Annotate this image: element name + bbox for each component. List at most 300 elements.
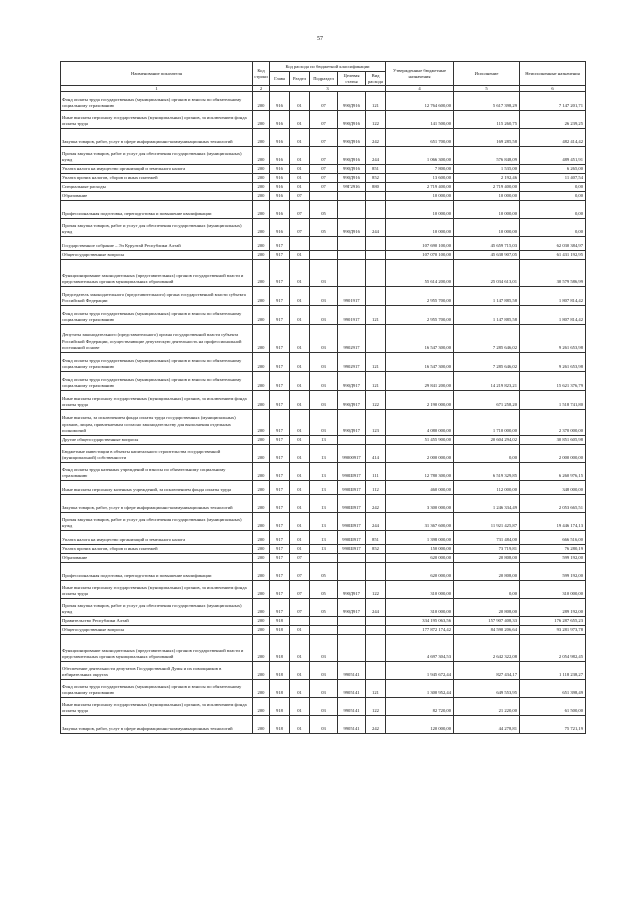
row-vid: 851 xyxy=(366,165,386,174)
row-name: Фонд оплаты труда государственных (муниципальных) органов и взносы по обязательному социальному страхованию xyxy=(61,306,253,325)
table-row xyxy=(61,463,586,481)
page-number: 57 xyxy=(317,36,323,42)
row-target xyxy=(338,635,366,662)
header-name: Наименование показателя xyxy=(61,62,253,86)
row-name: Образование xyxy=(61,554,253,563)
row-name: Председатель законодательного (представительного) органа государственной власти субъекта Российской Федерации xyxy=(61,287,253,306)
row-code: 200 xyxy=(253,716,270,734)
row-target xyxy=(338,201,366,219)
row-podrazdel: 03 xyxy=(310,260,338,287)
row-approved: 12 764 600,00 xyxy=(386,92,454,111)
row-podrazdel: 03 xyxy=(310,306,338,325)
row-podrazdel: 07 xyxy=(310,92,338,111)
row-podrazdel: 03 xyxy=(310,698,338,716)
row-code: 200 xyxy=(253,513,270,531)
row-executed: 45 638 907,05 xyxy=(454,251,520,260)
row-podrazdel: 13 xyxy=(310,513,338,531)
table-row xyxy=(61,165,586,174)
row-unexecuted: 2 054 982,45 xyxy=(520,635,586,662)
row-target: 9905141 xyxy=(338,698,366,716)
row-target xyxy=(338,626,366,635)
table-row xyxy=(61,111,586,129)
row-glava: 917 xyxy=(270,581,290,599)
row-executed: 14 219 823,21 xyxy=(454,372,520,391)
table-row xyxy=(61,680,586,698)
row-vid: 244 xyxy=(366,513,386,531)
row-target: 990Ш917 xyxy=(338,481,366,495)
row-executed: 0,00 xyxy=(454,445,520,463)
row-code: 200 xyxy=(253,353,270,372)
table-row xyxy=(61,581,586,599)
row-vid xyxy=(366,436,386,445)
header-budget-class: Код расхода по бюджетной классификации xyxy=(270,62,386,72)
row-podrazdel xyxy=(310,192,338,201)
row-razdel: 01 xyxy=(290,391,310,410)
row-razdel: 07 xyxy=(290,599,310,617)
row-razdel: 07 xyxy=(290,192,310,201)
row-podrazdel: 05 xyxy=(310,563,338,581)
row-glava: 918 xyxy=(270,680,290,698)
row-glava: 918 xyxy=(270,617,290,626)
row-unexecuted: 15 621 376,79 xyxy=(520,372,586,391)
row-name: Государственное собрание – Эл Курултай Республики Алтай xyxy=(61,237,253,251)
row-unexecuted: 2 370 000,00 xyxy=(520,410,586,436)
row-name: Фонд оплаты труда государственных (муниципальных) органов и взносы по обязательному социальному страхованию xyxy=(61,372,253,391)
table-row xyxy=(61,251,586,260)
row-glava: 917 xyxy=(270,325,290,353)
row-glava: 918 xyxy=(270,716,290,734)
row-target xyxy=(338,260,366,287)
row-name: Правительство Республики Алтай xyxy=(61,617,253,626)
row-executed: 115 260,75 xyxy=(454,111,520,129)
row-podrazdel xyxy=(310,617,338,626)
row-vid: 414 xyxy=(366,445,386,463)
row-target: 990Д916 xyxy=(338,92,366,111)
row-approved: 620 000,00 xyxy=(386,563,454,581)
row-glava: 917 xyxy=(270,445,290,463)
row-executed: 20 604 294,02 xyxy=(454,436,520,445)
row-razdel: 01 xyxy=(290,325,310,353)
table-row xyxy=(61,436,586,445)
row-code: 200 xyxy=(253,165,270,174)
row-vid: 122 xyxy=(366,581,386,599)
row-unexecuted: 0,00 xyxy=(520,192,586,201)
row-razdel: 01 xyxy=(290,495,310,513)
table-row xyxy=(61,495,586,513)
row-executed: 2 192,46 xyxy=(454,174,520,183)
row-name: Специальные расходы xyxy=(61,183,253,192)
row-vid: 121 xyxy=(366,306,386,325)
row-approved: 1 066 300,00 xyxy=(386,147,454,165)
row-glava: 916 xyxy=(270,129,290,147)
row-vid: 122 xyxy=(366,698,386,716)
row-approved: 177 872 174,42 xyxy=(386,626,454,635)
table-row xyxy=(61,617,586,626)
row-approved: 141 500,00 xyxy=(386,111,454,129)
table-row xyxy=(61,183,586,192)
row-code: 200 xyxy=(253,260,270,287)
row-name: Фонд оплаты труда государственных (муниципальных) органов и взносы по обязательному социальному страхованию xyxy=(61,92,253,111)
row-unexecuted: 666 516,00 xyxy=(520,531,586,545)
row-glava: 917 xyxy=(270,251,290,260)
table-body xyxy=(61,92,586,734)
row-name: Уплата налога на имущество организаций и земельного налога xyxy=(61,531,253,545)
row-razdel: 01 xyxy=(290,698,310,716)
row-vid xyxy=(366,554,386,563)
row-target: 990Д917 xyxy=(338,581,366,599)
row-unexecuted: 9 261 653,98 xyxy=(520,325,586,353)
row-podrazdel: 03 xyxy=(310,325,338,353)
row-target xyxy=(338,617,366,626)
row-unexecuted: 30 579 586,99 xyxy=(520,260,586,287)
row-name: Депутаты законодательного (представительного) органа государственной власти субъекта Российской Федерации, осуществляющие депутатскую деятельность на профессиональной постоянной основе xyxy=(61,325,253,353)
row-vid xyxy=(366,662,386,680)
row-executed: 827 434,17 xyxy=(454,662,520,680)
index-cell: 5 xyxy=(454,86,520,92)
row-code: 200 xyxy=(253,111,270,129)
row-executed: 7 285 646,02 xyxy=(454,325,520,353)
row-razdel: 01 xyxy=(290,716,310,734)
index-cell: 3 xyxy=(270,86,386,92)
row-vid: 242 xyxy=(366,495,386,513)
table-row xyxy=(61,129,586,147)
row-unexecuted: 19 446 174,13 xyxy=(520,513,586,531)
row-glava: 917 xyxy=(270,391,290,410)
row-podrazdel: 03 xyxy=(310,372,338,391)
row-razdel: 07 xyxy=(290,201,310,219)
index-cell: 2 xyxy=(253,86,270,92)
table-row xyxy=(61,481,586,495)
row-approved: 16 547 300,00 xyxy=(386,325,454,353)
row-executed: 25 034 613,01 xyxy=(454,260,520,287)
row-approved: 2 190 000,00 xyxy=(386,391,454,410)
row-unexecuted: 0,00 xyxy=(520,219,586,237)
row-executed: 6 519 329,85 xyxy=(454,463,520,481)
row-target xyxy=(338,251,366,260)
row-executed: 0,00 xyxy=(454,581,520,599)
row-glava: 916 xyxy=(270,192,290,201)
row-target xyxy=(338,563,366,581)
row-approved: 2 000 000,00 xyxy=(386,445,454,463)
row-code: 200 xyxy=(253,129,270,147)
row-code: 200 xyxy=(253,410,270,436)
row-target: 9902917 xyxy=(338,353,366,372)
row-code: 200 xyxy=(253,372,270,391)
row-target: 9905141 xyxy=(338,662,366,680)
table-row xyxy=(61,325,586,353)
row-vid: 123 xyxy=(366,410,386,436)
row-executed: 73 719,81 xyxy=(454,545,520,554)
row-unexecuted: 76 280,19 xyxy=(520,545,586,554)
row-target: 990Ш917 xyxy=(338,495,366,513)
row-glava: 917 xyxy=(270,513,290,531)
row-executed: 731 484,00 xyxy=(454,531,520,545)
row-vid xyxy=(366,260,386,287)
row-approved: 460 000,00 xyxy=(386,481,454,495)
row-glava: 918 xyxy=(270,662,290,680)
row-code: 200 xyxy=(253,698,270,716)
row-podrazdel: 13 xyxy=(310,481,338,495)
row-name: Уплата налога на имущество организаций и земельного налога xyxy=(61,165,253,174)
row-approved: 31 367 600,00 xyxy=(386,513,454,531)
row-podrazdel: 13 xyxy=(310,545,338,554)
row-vid: 852 xyxy=(366,174,386,183)
row-unexecuted: 9 261 653,98 xyxy=(520,353,586,372)
row-target: 990Д916 xyxy=(338,147,366,165)
row-approved: 1 945 672,44 xyxy=(386,662,454,680)
row-code: 200 xyxy=(253,391,270,410)
row-razdel: 01 xyxy=(290,545,310,554)
header-target: Целевая статья xyxy=(338,72,366,86)
row-razdel: 01 xyxy=(290,260,310,287)
row-executed: 44 278,81 xyxy=(454,716,520,734)
row-glava: 917 xyxy=(270,410,290,436)
row-razdel: 01 xyxy=(290,111,310,129)
row-target: 990Д916 xyxy=(338,165,366,174)
table-row xyxy=(61,410,586,436)
row-approved: 310 000,00 xyxy=(386,581,454,599)
row-razdel: 01 xyxy=(290,481,310,495)
row-podrazdel: 13 xyxy=(310,445,338,463)
table-row xyxy=(61,445,586,463)
row-name: Профессиональная подготовка, переподготовка и повышение квалификации xyxy=(61,563,253,581)
row-razdel: 01 xyxy=(290,626,310,635)
row-approved: 55 614 200,00 xyxy=(386,260,454,287)
row-approved: 7 800,00 xyxy=(386,165,454,174)
row-executed: 1 246 334,49 xyxy=(454,495,520,513)
row-unexecuted: 489 451,91 xyxy=(520,147,586,165)
row-razdel: 07 xyxy=(290,581,310,599)
row-podrazdel: 07 xyxy=(310,129,338,147)
row-executed: 20 808,00 xyxy=(454,554,520,563)
row-podrazdel: 03 xyxy=(310,680,338,698)
row-approved: 10 000,00 xyxy=(386,201,454,219)
row-code: 200 xyxy=(253,554,270,563)
row-podrazdel: 13 xyxy=(310,495,338,513)
row-vid: 244 xyxy=(366,599,386,617)
header-approved: Утвержденные бюджетные назначения xyxy=(386,62,454,86)
row-unexecuted: 11 407,54 xyxy=(520,174,586,183)
row-executed: 45 659 715,03 xyxy=(454,237,520,251)
row-executed: 21 220,00 xyxy=(454,698,520,716)
row-approved: 13 600,00 xyxy=(386,174,454,183)
row-name: Бюджетные инвестиции в объекты капитального строительства государственной (муниципальной) собственности xyxy=(61,445,253,463)
row-name: Функционирование законодательных (представительных) органов государственной власти и представительных органов муниципальных образований xyxy=(61,260,253,287)
row-executed: 576 848,09 xyxy=(454,147,520,165)
row-glava: 918 xyxy=(270,626,290,635)
row-name: Закупка товаров, работ, услуг в сфере информационно-коммуникационных технологий xyxy=(61,716,253,734)
row-name: Образование xyxy=(61,192,253,201)
row-code: 200 xyxy=(253,662,270,680)
row-razdel: 07 xyxy=(290,219,310,237)
table-row xyxy=(61,391,586,410)
row-podrazdel: 03 xyxy=(310,635,338,662)
row-vid: 244 xyxy=(366,219,386,237)
row-vid xyxy=(366,237,386,251)
row-glava: 917 xyxy=(270,531,290,545)
row-approved: 310 000,00 xyxy=(386,599,454,617)
row-name: Другие общегосударственные вопросы xyxy=(61,436,253,445)
row-glava: 917 xyxy=(270,260,290,287)
row-executed: 20 808,00 xyxy=(454,563,520,581)
row-executed: 157 907 408,33 xyxy=(454,617,520,626)
row-razdel: 01 xyxy=(290,680,310,698)
row-unexecuted: 62 030 384,97 xyxy=(520,237,586,251)
budget-table xyxy=(60,61,586,734)
row-code: 200 xyxy=(253,481,270,495)
row-vid xyxy=(366,251,386,260)
row-razdel: 01 xyxy=(290,129,310,147)
row-glava: 917 xyxy=(270,237,290,251)
row-glava: 917 xyxy=(270,599,290,617)
row-unexecuted: 30 851 605,98 xyxy=(520,436,586,445)
row-code: 200 xyxy=(253,92,270,111)
row-approved: 4 080 000,00 xyxy=(386,410,454,436)
row-unexecuted: 61 431 192,95 xyxy=(520,251,586,260)
row-approved: 82 720,00 xyxy=(386,698,454,716)
row-code: 200 xyxy=(253,251,270,260)
row-code: 200 xyxy=(253,495,270,513)
row-approved: 10 000,00 xyxy=(386,219,454,237)
row-target: 990Д917 xyxy=(338,372,366,391)
row-podrazdel xyxy=(310,554,338,563)
row-name: Прочая закупка товаров, работ и услуг для обеспечения государственных (муниципальных) нужд xyxy=(61,219,253,237)
table-row xyxy=(61,147,586,165)
row-name: Уплата прочих налогов, сборов и иных платежей xyxy=(61,545,253,554)
row-vid: 242 xyxy=(366,129,386,147)
table-row xyxy=(61,626,586,635)
row-podrazdel: 03 xyxy=(310,287,338,306)
row-vid xyxy=(366,192,386,201)
row-name: Функционирование законодательных (представительных) органов государственной власти и представительных органов муниципальных образований xyxy=(61,635,253,662)
row-approved: 2 719 400,00 xyxy=(386,183,454,192)
row-code: 200 xyxy=(253,147,270,165)
table-row xyxy=(61,192,586,201)
row-approved: 3 300 000,00 xyxy=(386,495,454,513)
index-cell: 6 xyxy=(520,86,586,92)
row-unexecuted: 1 118 238,27 xyxy=(520,662,586,680)
row-razdel xyxy=(290,237,310,251)
row-podrazdel xyxy=(310,251,338,260)
row-razdel: 07 xyxy=(290,554,310,563)
row-razdel: 01 xyxy=(290,463,310,481)
row-glava: 916 xyxy=(270,183,290,192)
row-target: 990Д916 xyxy=(338,219,366,237)
row-podrazdel: 05 xyxy=(310,599,338,617)
row-vid: 122 xyxy=(366,391,386,410)
table-row xyxy=(61,563,586,581)
row-unexecuted: 93 281 973,78 xyxy=(520,626,586,635)
row-target: 990Ш917 xyxy=(338,513,366,531)
header-vid: Вид расхода xyxy=(366,72,386,86)
row-podrazdel: 07 xyxy=(310,165,338,174)
row-name: Прочая закупка товаров, работ и услуг для обеспечения государственных (муниципальных) нужд xyxy=(61,599,253,617)
row-approved: 2 955 700,00 xyxy=(386,287,454,306)
row-razdel: 01 xyxy=(290,183,310,192)
row-code: 200 xyxy=(253,680,270,698)
row-approved: 107 070 100,00 xyxy=(386,251,454,260)
row-name: Иные выплаты персоналу государственных (муниципальных) органов, за исключением фонда оплаты труда xyxy=(61,581,253,599)
row-vid: 121 xyxy=(366,680,386,698)
header-razdel: Раздел xyxy=(290,72,310,86)
row-target: 990Ш917 xyxy=(338,545,366,554)
table-row xyxy=(61,92,586,111)
row-unexecuted: 6 265,00 xyxy=(520,165,586,174)
row-name: Иные выплаты персоналу государственных (муниципальных) органов, за исключением фонда оплаты труда xyxy=(61,111,253,129)
row-target: 990Д917 xyxy=(338,410,366,436)
row-name: Иные выплаты персоналу государственных (муниципальных) органов, за исключением фонда оплаты труда xyxy=(61,391,253,410)
header-podrazdel: Подраздел xyxy=(310,72,338,86)
table-row xyxy=(61,554,586,563)
budget-table-container xyxy=(60,61,585,734)
row-podrazdel xyxy=(310,626,338,635)
row-target: 990Д917 xyxy=(338,599,366,617)
row-code: 200 xyxy=(253,325,270,353)
row-executed: 1 147 885,58 xyxy=(454,306,520,325)
row-razdel: 01 xyxy=(290,662,310,680)
header-code: Код строки xyxy=(253,62,270,86)
row-unexecuted: 176 287 655,23 xyxy=(520,617,586,626)
row-glava: 916 xyxy=(270,92,290,111)
row-glava: 917 xyxy=(270,495,290,513)
row-executed: 112 000,00 xyxy=(454,481,520,495)
row-target: 990Д917 xyxy=(338,391,366,410)
row-razdel xyxy=(290,617,310,626)
table-row xyxy=(61,635,586,662)
header-unexecuted: Неисполненные назначения xyxy=(520,62,586,86)
row-razdel: 01 xyxy=(290,287,310,306)
row-approved: 16 547 300,00 xyxy=(386,353,454,372)
row-podrazdel: 03 xyxy=(310,662,338,680)
row-target xyxy=(338,554,366,563)
row-approved: 120 000,00 xyxy=(386,716,454,734)
row-glava: 918 xyxy=(270,635,290,662)
row-glava: 916 xyxy=(270,111,290,129)
row-podrazdel: 07 xyxy=(310,183,338,192)
row-code: 200 xyxy=(253,463,270,481)
table-row xyxy=(61,260,586,287)
header-executed: Исполнение xyxy=(454,62,520,86)
row-vid xyxy=(366,626,386,635)
row-vid: 242 xyxy=(366,716,386,734)
row-razdel: 01 xyxy=(290,174,310,183)
row-approved: 1 398 000,00 xyxy=(386,531,454,545)
row-code: 200 xyxy=(253,436,270,445)
row-name: Иные выплаты, за исключением фонда оплаты труда государственных (муниципальных) органов, лицам, привлекаемым согласно законодательству для выполнения отдельных полномочий xyxy=(61,410,253,436)
row-podrazdel: 03 xyxy=(310,716,338,734)
table-row xyxy=(61,353,586,372)
row-name: Закупка товаров, работ, услуг в сфере информационно-коммуникационных технологий xyxy=(61,129,253,147)
table-row xyxy=(61,716,586,734)
row-name: Фонд оплаты труда государственных (муниципальных) органов и взносы по обязательному социальному страхованию xyxy=(61,353,253,372)
row-unexecuted: 2 053 665,51 xyxy=(520,495,586,513)
row-unexecuted: 482 414,42 xyxy=(520,129,586,147)
row-vid xyxy=(366,617,386,626)
row-code: 200 xyxy=(253,445,270,463)
row-vid: 121 xyxy=(366,372,386,391)
row-glava: 916 xyxy=(270,174,290,183)
row-unexecuted: 75 721,19 xyxy=(520,716,586,734)
table-row xyxy=(61,599,586,617)
row-razdel: 07 xyxy=(290,563,310,581)
header-glava: Глава xyxy=(270,72,290,86)
row-podrazdel: 05 xyxy=(310,201,338,219)
row-name: Общегосударственные вопросы xyxy=(61,251,253,260)
table-row xyxy=(61,201,586,219)
row-target: 9905141 xyxy=(338,716,366,734)
row-approved: 107 690 100,00 xyxy=(386,237,454,251)
row-unexecuted: 1 807 814,42 xyxy=(520,287,586,306)
